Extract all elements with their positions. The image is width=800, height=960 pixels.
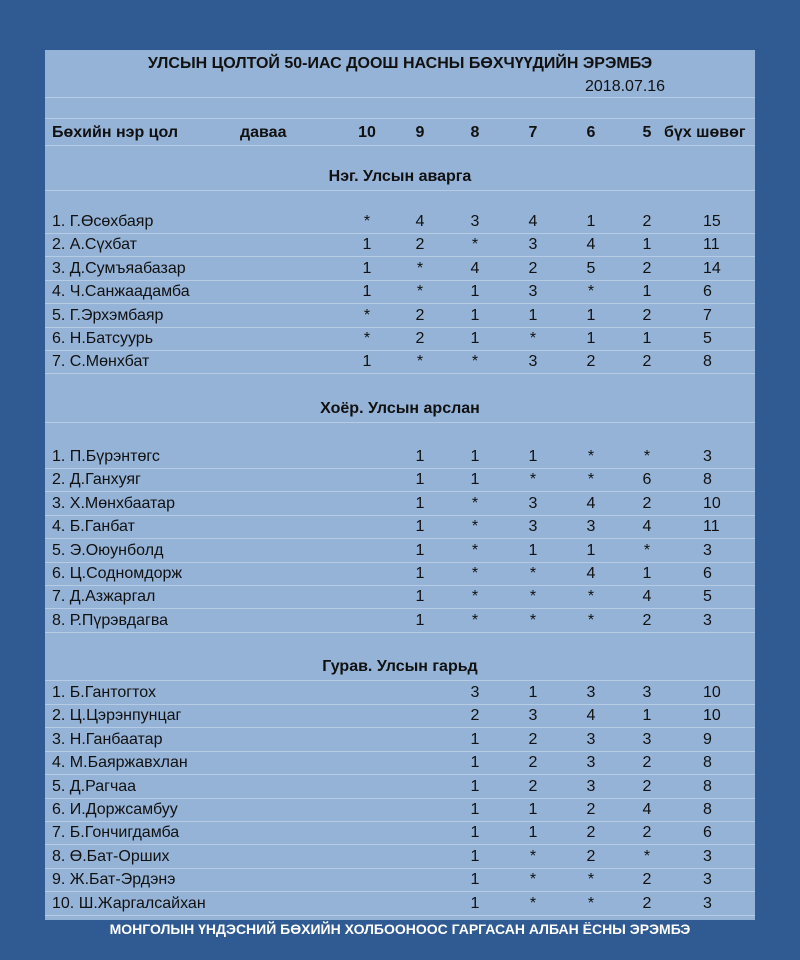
count-cell-10: * — [363, 330, 371, 347]
count-cell-10: 1 — [362, 236, 372, 253]
count-cell-9: 1 — [415, 612, 425, 629]
count-cell-9: 1 — [415, 471, 425, 488]
footer-note: МОНГОЛЫН ҮНДЭСНИЙ БӨХИЙН ХОЛБООНООС ГАРГАСАН АЛБАН ЁСНЫ ЭРЭМБЭ — [109, 921, 691, 937]
count-cell-5: 4 — [642, 588, 652, 605]
count-cell-8: * — [471, 565, 479, 582]
header-col-8: 8 — [470, 124, 480, 141]
count-cell-5: 2 — [642, 895, 652, 912]
count-cell-5: 2 — [642, 612, 652, 629]
wrestler-name: 5. Г.Эрхэмбаяр — [52, 307, 164, 324]
grid-line — [45, 350, 755, 351]
count-cell-7: 1 — [528, 824, 538, 841]
wrestler-name: 8. Ө.Бат-Орших — [52, 848, 170, 865]
count-cell-9: * — [416, 260, 424, 277]
count-cell-9: 4 — [415, 213, 425, 230]
grid-line — [45, 515, 755, 516]
grid-line — [45, 303, 755, 304]
header-col-5: 5 — [642, 124, 652, 141]
count-cell-7: 3 — [528, 495, 538, 512]
count-cell-8: 1 — [470, 778, 480, 795]
header-col-7: 7 — [528, 124, 538, 141]
grid-line — [45, 774, 755, 775]
count-cell-8: 1 — [470, 448, 480, 465]
count-cell-7: 3 — [528, 283, 538, 300]
grid-line — [45, 727, 755, 728]
count-cell-5: 3 — [642, 731, 652, 748]
count-cell-5: * — [643, 848, 651, 865]
total-cell: 8 — [703, 353, 712, 370]
wrestler-name: 7. С.Мөнхбат — [52, 353, 150, 370]
count-cell-10: * — [363, 213, 371, 230]
count-cell-6: 2 — [586, 801, 596, 818]
grid-line — [45, 233, 755, 234]
count-cell-6: 4 — [586, 707, 596, 724]
count-cell-6: 4 — [586, 495, 596, 512]
total-cell: 15 — [703, 213, 721, 230]
grid-line — [45, 608, 755, 609]
wrestler-name: 6. И.Доржсамбуу — [52, 801, 178, 818]
count-cell-5: 6 — [642, 471, 652, 488]
count-cell-5: 2 — [642, 213, 652, 230]
wrestler-name: 7. Д.Азжаргал — [52, 588, 156, 605]
count-cell-6: * — [587, 895, 595, 912]
count-cell-5: 2 — [642, 824, 652, 841]
total-cell: 3 — [703, 848, 712, 865]
count-cell-9: 1 — [415, 518, 425, 535]
count-cell-9: 1 — [415, 588, 425, 605]
count-cell-6: 1 — [586, 213, 596, 230]
count-cell-7: 4 — [528, 213, 538, 230]
count-cell-10: 1 — [362, 353, 372, 370]
wrestler-name: 3. Х.Мөнхбаатар — [52, 495, 175, 512]
wrestler-name: 2. Ц.Цэрэнпунцаг — [52, 707, 182, 724]
count-cell-9: 1 — [415, 448, 425, 465]
count-cell-6: 1 — [586, 330, 596, 347]
grid-line — [45, 821, 755, 822]
total-cell: 7 — [703, 307, 712, 324]
count-cell-5: 2 — [642, 353, 652, 370]
total-cell: 3 — [703, 895, 712, 912]
count-cell-6: * — [587, 471, 595, 488]
total-cell: 3 — [703, 448, 712, 465]
count-cell-5: 4 — [642, 518, 652, 535]
total-cell: 6 — [703, 283, 712, 300]
count-cell-8: 1 — [470, 871, 480, 888]
total-cell: 11 — [703, 236, 720, 253]
count-cell-9: 2 — [415, 236, 425, 253]
grid-line — [45, 491, 755, 492]
count-cell-8: 4 — [470, 260, 480, 277]
count-cell-7: 1 — [528, 542, 538, 559]
grid-line — [45, 891, 755, 892]
count-cell-7: 1 — [528, 801, 538, 818]
wrestler-name: 1. Г.Өсөхбаяр — [52, 213, 154, 230]
count-cell-6: 2 — [586, 353, 596, 370]
date-label: 2018.07.16 — [585, 78, 666, 95]
count-cell-8: 1 — [470, 471, 480, 488]
count-cell-5: 2 — [642, 260, 652, 277]
wrestler-name: 10. Ш.Жаргалсайхан — [52, 895, 206, 912]
wrestler-name: 3. Н.Ганбаатар — [52, 731, 163, 748]
grid-line — [45, 538, 755, 539]
total-cell: 10 — [703, 707, 721, 724]
count-cell-6: 1 — [586, 542, 596, 559]
total-cell: 8 — [703, 801, 712, 818]
total-cell: 8 — [703, 778, 712, 795]
grid-line — [45, 632, 755, 633]
count-cell-5: 1 — [642, 330, 652, 347]
count-cell-8: 1 — [470, 330, 480, 347]
total-cell: 6 — [703, 565, 712, 582]
grid-line — [45, 704, 755, 705]
count-cell-7: * — [529, 330, 537, 347]
total-cell: 10 — [703, 684, 721, 701]
wrestler-name: 4. М.Баяржавхлан — [52, 754, 188, 771]
count-cell-7: * — [529, 471, 537, 488]
grid-line — [45, 585, 755, 586]
total-cell: 10 — [703, 495, 721, 512]
count-cell-8: 1 — [470, 824, 480, 841]
header-name: Бөхийн нэр цол — [52, 124, 179, 141]
count-cell-7: 3 — [528, 236, 538, 253]
grid-line — [45, 118, 755, 119]
wrestler-name: 9. Ж.Бат-Эрдэнэ — [52, 871, 176, 888]
count-cell-7: * — [529, 612, 537, 629]
count-cell-8: * — [471, 518, 479, 535]
count-cell-6: 3 — [586, 684, 596, 701]
count-cell-8: * — [471, 353, 479, 370]
wrestler-name: 4. Ч.Санжаадамба — [52, 283, 190, 300]
grid-line — [45, 97, 755, 98]
count-cell-5: 4 — [642, 801, 652, 818]
count-cell-5: 2 — [642, 754, 652, 771]
count-cell-7: * — [529, 895, 537, 912]
header-round: даваа — [240, 124, 287, 141]
section-title: Нэг. Улсын аварга — [328, 168, 472, 185]
count-cell-7: 3 — [528, 353, 538, 370]
header-col-10: 10 — [358, 124, 376, 141]
count-cell-7: * — [529, 565, 537, 582]
wrestler-name: 5. Д.Рагчаа — [52, 778, 137, 795]
count-cell-5: 1 — [642, 283, 652, 300]
grid-line — [45, 751, 755, 752]
count-cell-8: 1 — [470, 754, 480, 771]
count-cell-8: 2 — [470, 707, 480, 724]
wrestler-name: 1. Б.Гантогтох — [52, 684, 156, 701]
total-cell: 8 — [703, 754, 712, 771]
count-cell-8: * — [471, 612, 479, 629]
grid-line — [45, 256, 755, 257]
total-cell: 3 — [703, 871, 712, 888]
count-cell-8: 3 — [470, 213, 480, 230]
count-cell-8: 1 — [470, 848, 480, 865]
count-cell-7: 1 — [528, 684, 538, 701]
count-cell-5: 2 — [642, 778, 652, 795]
count-cell-7: 2 — [528, 731, 538, 748]
wrestler-name: 6. Ц.Содномдорж — [52, 565, 183, 582]
count-cell-6: 3 — [586, 754, 596, 771]
grid-line — [45, 798, 755, 799]
total-cell: 5 — [703, 588, 712, 605]
wrestler-name: 5. Э.Оюунболд — [52, 542, 164, 559]
grid-line — [45, 868, 755, 869]
grid-line — [45, 562, 755, 563]
count-cell-10: 1 — [362, 260, 372, 277]
count-cell-6: * — [587, 588, 595, 605]
grid-line — [45, 327, 755, 328]
header-col-6: 6 — [586, 124, 596, 141]
count-cell-5: 2 — [642, 871, 652, 888]
count-cell-5: 1 — [642, 565, 652, 582]
count-cell-5: * — [643, 448, 651, 465]
count-cell-6: 4 — [586, 565, 596, 582]
count-cell-7: 2 — [528, 260, 538, 277]
count-cell-7: 3 — [528, 707, 538, 724]
count-cell-6: * — [587, 448, 595, 465]
count-cell-9: 1 — [415, 542, 425, 559]
count-cell-8: 1 — [470, 307, 480, 324]
count-cell-7: * — [529, 848, 537, 865]
count-cell-9: 1 — [415, 495, 425, 512]
count-cell-6: * — [587, 612, 595, 629]
count-cell-8: * — [471, 542, 479, 559]
count-cell-8: * — [471, 495, 479, 512]
count-cell-6: 3 — [586, 518, 596, 535]
count-cell-9: * — [416, 353, 424, 370]
count-cell-9: 2 — [415, 330, 425, 347]
count-cell-8: 1 — [470, 801, 480, 818]
wrestler-name: 2. Д.Ганхуяг — [52, 471, 141, 488]
count-cell-9: * — [416, 283, 424, 300]
total-cell: 6 — [703, 824, 712, 841]
count-cell-6: 3 — [586, 778, 596, 795]
count-cell-10: * — [363, 307, 371, 324]
section-title: Хоёр. Улсын арслан — [320, 400, 480, 417]
total-cell: 5 — [703, 330, 712, 347]
count-cell-6: 4 — [586, 236, 596, 253]
header-col-9: 9 — [415, 124, 425, 141]
section-title: Гурав. Улсын гарьд — [322, 658, 478, 675]
count-cell-6: 2 — [586, 824, 596, 841]
grid-line — [45, 915, 755, 916]
count-cell-8: * — [471, 236, 479, 253]
count-cell-5: * — [643, 542, 651, 559]
grid-line — [45, 844, 755, 845]
count-cell-8: 1 — [470, 895, 480, 912]
total-cell: 3 — [703, 612, 712, 629]
count-cell-7: 3 — [528, 518, 538, 535]
page-title: УЛСЫН ЦОЛТОЙ 50-ИАС ДООШ НАСНЫ БӨХЧҮҮДИЙН ЭРЭМБЭ — [147, 55, 653, 72]
total-cell: 11 — [703, 518, 720, 535]
count-cell-8: * — [471, 588, 479, 605]
grid-line — [45, 373, 755, 374]
grid-line — [45, 280, 755, 281]
grid-line — [45, 680, 755, 681]
grid-line — [45, 422, 755, 423]
count-cell-7: 1 — [528, 448, 538, 465]
count-cell-7: 1 — [528, 307, 538, 324]
grid-line — [45, 145, 755, 146]
header-total: бүх шөвөг — [664, 124, 746, 141]
wrestler-name: 4. Б.Ганбат — [52, 518, 135, 535]
wrestler-name: 3. Д.Сумъяабазар — [52, 260, 186, 277]
wrestler-name: 2. А.Сүхбат — [52, 236, 137, 253]
wrestler-name: 1. П.Бүрэнтөгс — [52, 448, 160, 465]
count-cell-5: 1 — [642, 236, 652, 253]
grid-line — [45, 468, 755, 469]
count-cell-7: * — [529, 871, 537, 888]
total-cell: 3 — [703, 542, 712, 559]
count-cell-6: * — [587, 871, 595, 888]
count-cell-6: 2 — [586, 848, 596, 865]
count-cell-6: 1 — [586, 307, 596, 324]
wrestler-name: 8. Р.Пүрэвдагва — [52, 612, 169, 629]
count-cell-10: 1 — [362, 283, 372, 300]
count-cell-6: 3 — [586, 731, 596, 748]
count-cell-6: 5 — [586, 260, 596, 277]
wrestler-name: 7. Б.Гончигдамба — [52, 824, 180, 841]
wrestler-name: 6. Н.Батсуурь — [52, 330, 154, 347]
count-cell-5: 2 — [642, 307, 652, 324]
count-cell-8: 3 — [470, 684, 480, 701]
count-cell-8: 1 — [470, 283, 480, 300]
count-cell-5: 3 — [642, 684, 652, 701]
count-cell-7: 2 — [528, 778, 538, 795]
count-cell-6: * — [587, 283, 595, 300]
count-cell-5: 2 — [642, 495, 652, 512]
count-cell-9: 2 — [415, 307, 425, 324]
count-cell-9: 1 — [415, 565, 425, 582]
grid-line — [45, 190, 755, 191]
total-cell: 8 — [703, 471, 712, 488]
count-cell-5: 1 — [642, 707, 652, 724]
total-cell: 9 — [703, 731, 712, 748]
count-cell-7: 2 — [528, 754, 538, 771]
total-cell: 14 — [703, 260, 721, 277]
count-cell-7: * — [529, 588, 537, 605]
count-cell-8: 1 — [470, 731, 480, 748]
